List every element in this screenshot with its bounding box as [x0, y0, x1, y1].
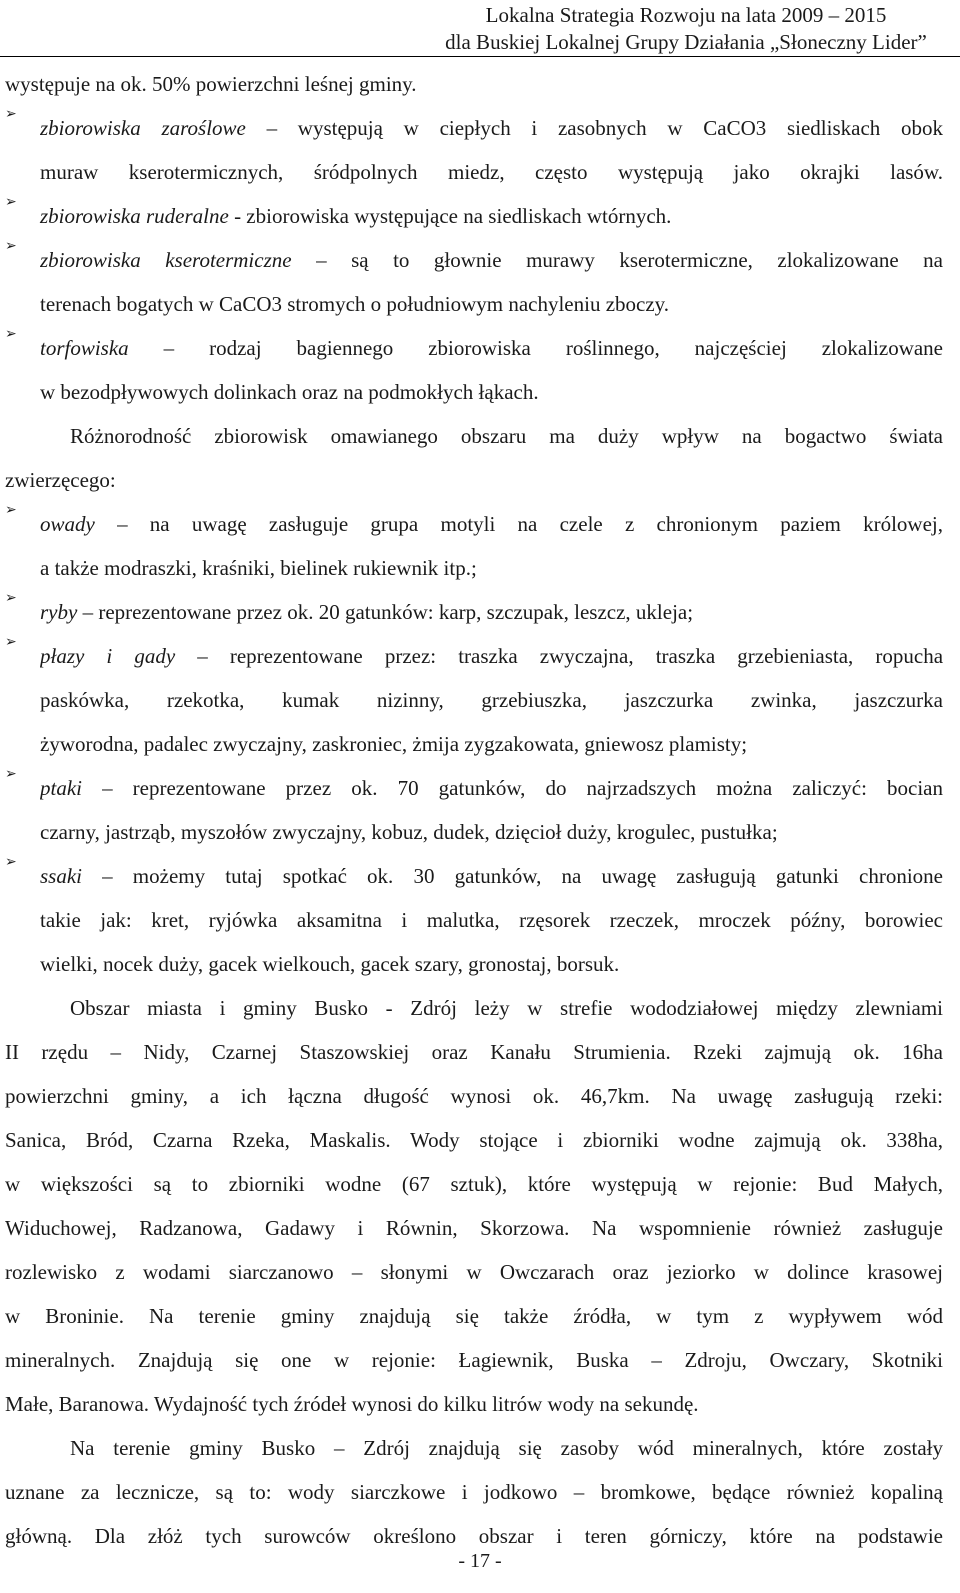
bullet-arrow-icon: ➢	[5, 766, 17, 782]
term: ptaki	[40, 776, 82, 800]
paragraph-line: Małe, Baranowa. Wydajność tych źródeł wynosi do kilku litrów wody na sekundę.	[5, 1392, 699, 1416]
term: zbiorowiska zaroślowe	[40, 116, 246, 140]
list-item: ➢ zbiorowiska zaroślowe – występują w ciepłych i zasobnych w CaCO3 siedliskach obok muraw kserotermicznych, śródpolnych miedz, często występują jako okrajki lasów.	[5, 106, 943, 194]
bullet-arrow-icon: ➢	[5, 590, 17, 606]
bullet-arrow-icon: ➢	[5, 238, 17, 254]
bullet-arrow-icon: ➢	[5, 854, 17, 870]
paragraph-line: Widuchowej, Radzanowa, Gadawy i Równin, Skorzowa. Na wspomnienie również zasługuje	[5, 1216, 943, 1240]
bullet-arrow-icon: ➢	[5, 106, 17, 122]
paragraph-line: Obszar miasta i gminy Busko - Zdrój leży w strefie wododziałowej między zlewniami	[70, 996, 943, 1020]
list-item: ➢ zbiorowiska ruderalne - zbiorowiska występujące na siedliskach wtórnych.	[5, 194, 943, 238]
bullet-arrow-icon: ➢	[5, 194, 17, 210]
list-item: ➢ płazy i gady – reprezentowane przez: traszka zwyczajna, traszka grzebieniasta, ropucha paskówka, rzekotka, kumak nizinny, grzebiuszka, jaszczurka zwinka, jaszczurka żyworodna, padalec zwyczajny, zaskroniec, żmija zygzakowata, gniewosz plamisty;	[5, 634, 943, 766]
intro-line: występuje na ok. 50% powierzchni leśnej gminy.	[5, 72, 417, 96]
paragraph-line: II rzędu – Nidy, Czarnej Staszowskiej oraz Kanału Strumienia. Rzeki zajmują ok. 16ha	[5, 1040, 943, 1064]
paragraph-line: Różnorodność zbiorowisk omawianego obszaru ma duży wpływ na bogactwo świata	[70, 424, 943, 448]
document-header	[436, 2, 936, 56]
list-item: ➢ owady – na uwagę zasługuje grupa motyli na czele z chronionym paziem królowej, a także modraszki, kraśniki, bielinek rukiewnik itp.;	[5, 502, 943, 590]
paragraph-line: w większości są to zbiorniki wodne (67 sztuk), które występują w rejonie: Bud Małych,	[5, 1172, 943, 1196]
list-item: ➢ ryby – reprezentowane przez ok. 20 gatunków: karp, szczupak, leszcz, ukleja;	[5, 590, 943, 634]
header-line-2: dla Buskiej Lokalnej Grupy Działania „Słoneczny Lider”	[445, 30, 927, 54]
page-body	[5, 62, 943, 1558]
term: płazy i gady	[40, 644, 176, 668]
bullet-arrow-icon: ➢	[5, 326, 17, 342]
paragraph-line: w Broninie. Na terenie gminy znajdują się także źródła, w tym z wypływem wód	[5, 1304, 943, 1328]
term: zbiorowiska kserotermiczne	[40, 248, 292, 272]
page-number: - 17 -	[458, 1550, 502, 1572]
paragraph-line: rozlewisko z wodami siarczanowo – słonymi w Owczarach oraz jeziorko w dolince krasowej	[5, 1260, 943, 1284]
term: ssaki	[40, 864, 82, 888]
paragraph-line: uznane za lecznicze, są to: wody siarczkowe i jodkowo – bromkowe, będące również kopaliną	[5, 1480, 943, 1504]
paragraph-line: powierzchni gminy, a ich łączna długość wynosi ok. 46,7km. Na uwagę zasługują rzeki:	[5, 1084, 943, 1108]
term: torfowiska	[40, 336, 129, 360]
paragraph-line: Sanica, Bród, Czarna Rzeka, Maskalis. Wody stojące i zbiorniki wodne zajmują ok. 338ha,	[5, 1128, 943, 1152]
paragraph-line: Na terenie gminy Busko – Zdrój znajdują się zasoby wód mineralnych, które zostały	[70, 1436, 943, 1460]
list-item: ➢ ssaki – możemy tutaj spotkać ok. 30 gatunków, na uwagę zasługują gatunki chronione takie jak: kret, ryjówka aksamitna i malutka, rzęsorek rzeczek, mroczek późny, borowiec wielki, nocek duży, gacek wielkouch, gacek szary, gronostaj, borsuk.	[5, 854, 943, 986]
term: owady	[40, 512, 95, 536]
list-item: ➢ ptaki – reprezentowane przez ok. 70 gatunków, do najrzadszych można zaliczyć: bocian czarny, jastrząb, myszołów zwyczajny, kobuz, dudek, dzięcioł duży, krogulec, pustułka;	[5, 766, 943, 854]
list-item: ➢ zbiorowiska kserotermiczne – są to głownie murawy kserotermiczne, zlokalizowane na terenach bogatych w CaCO3 stromych o południowym nachyleniu zboczy.	[5, 238, 943, 326]
term: ryby	[40, 600, 78, 624]
header-rule	[0, 56, 960, 57]
list-item: ➢ torfowiska – rodzaj bagiennego zbiorowiska roślinnego, najczęściej zlokalizowane w bezodpływowych dolinkach oraz na podmokłych łąkach.	[5, 326, 943, 414]
paragraph-line: mineralnych. Znajdują się one w rejonie: Łagiewnik, Buska – Zdroju, Owczary, Skotniki	[5, 1348, 943, 1372]
paragraph-line: zwierzęcego:	[5, 468, 116, 492]
header-line-1: Lokalna Strategia Rozwoju na lata 2009 – 2015	[485, 3, 887, 27]
bullet-arrow-icon: ➢	[5, 502, 17, 518]
bullet-arrow-icon: ➢	[5, 634, 17, 650]
term: zbiorowiska ruderalne	[40, 204, 229, 228]
paragraph-line: główną. Dla złóż tych surowców określono obszar i teren górniczy, które na podstawie	[5, 1524, 943, 1548]
